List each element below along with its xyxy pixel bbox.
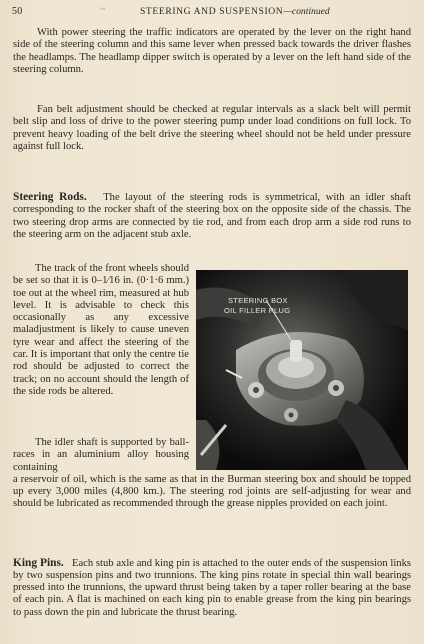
paragraph-track bbox=[13, 263, 189, 398]
steering-rods-text-rest: with an idler shaft corresponding to the rocker shaft of the steering box on the opposite side of the chassis. The two steering drop arms are connected by tie rod, and from each drop arm a side rod runs to the steering arm on the adjacent stub axle. bbox=[13, 192, 411, 240]
section-steering-rods bbox=[13, 191, 411, 241]
section-king-pins bbox=[13, 546, 411, 630]
king-pins-text bbox=[13, 557, 411, 619]
paragraph-idler-shaft-text bbox=[13, 437, 411, 511]
section-heading-king-pins: King Pins. bbox=[13, 556, 64, 569]
paragraph-track-text: The track of the front wheels should be set so that it is 0–1⁄16 in. (0·1·6 mm.) toe out at the wheel rim, measured at hub level. It is advisable to check this occasionally as any excessive maladjustment is likely to cause uneven tyre wear and affect the steering of the car. It is important that only the centre tie rod should be adjusted to correct the track; on no account should the length of the side rods be altered. bbox=[13, 263, 189, 397]
photo-caption-line1: STEERING BOX bbox=[228, 296, 288, 305]
king-pins-text-first: Each stub axle and king pin is attached to the outer bbox=[72, 557, 289, 569]
running-head-suffix: —continued bbox=[283, 6, 330, 17]
steering-rods-intro bbox=[13, 191, 411, 241]
paragraph-idler-shaft bbox=[13, 437, 411, 511]
section-heading-steering-rods: Steering Rods. bbox=[13, 191, 87, 203]
running-head-title: STEERING AND SUSPENSION bbox=[140, 6, 284, 17]
running-head bbox=[140, 6, 330, 17]
page-header bbox=[12, 4, 412, 20]
page-number: 50 bbox=[12, 6, 23, 17]
idler-start: The idler shaft is supported by ball-races in an aluminium alloy housing containing bbox=[13, 437, 189, 473]
idler-rest: a reservoir of oil, which is the same as that in the Burman steering box and should be topped up every 3,000 miles (4,800 km.). The steering rod joints are self-adjusting for wear and should be lubricated as recommended through the grease nipples provided on each joint. bbox=[13, 473, 411, 510]
paragraph-indicators-text: With power steering the traffic indicators are operated by the lever on the right hand side of the steering column and this same lever when pressed back towards the driver flashes the headlamps. The headlamp dipper switch is operated by a lever on the left hand side of the steering column. bbox=[13, 27, 411, 75]
steering-rods-text-first: The layout of the steering rods is symmetrical, bbox=[103, 192, 321, 203]
photo-caption-line2: OIL FILLER PLUG bbox=[224, 306, 291, 315]
ink-smudge: ~ bbox=[100, 4, 106, 15]
paragraph-fan-belt-text: Fan belt adjustment should be checked at regular intervals as a slack belt will permit belt slip and loss of drive to the power steering pump under load conditions on full lock. To prevent heavy loading of the belt drive the steering wheel should not be held under pressure against full lock. bbox=[13, 104, 411, 152]
paragraph-fan-belt bbox=[13, 104, 411, 153]
king-pins-text-rest: ends of the suspension links by two suspension pins and two trunnions. The king pins rotate in special thin wall bearings pressed into the trunnions, the upward thrust being taken by a taper roller bearing at the base of each pin. A flat is machined on each king pin to enable grease from the king pin bearings to pass down the pin and lubricate the thrust bearing. bbox=[13, 557, 411, 618]
paragraph-indicators bbox=[13, 27, 411, 76]
